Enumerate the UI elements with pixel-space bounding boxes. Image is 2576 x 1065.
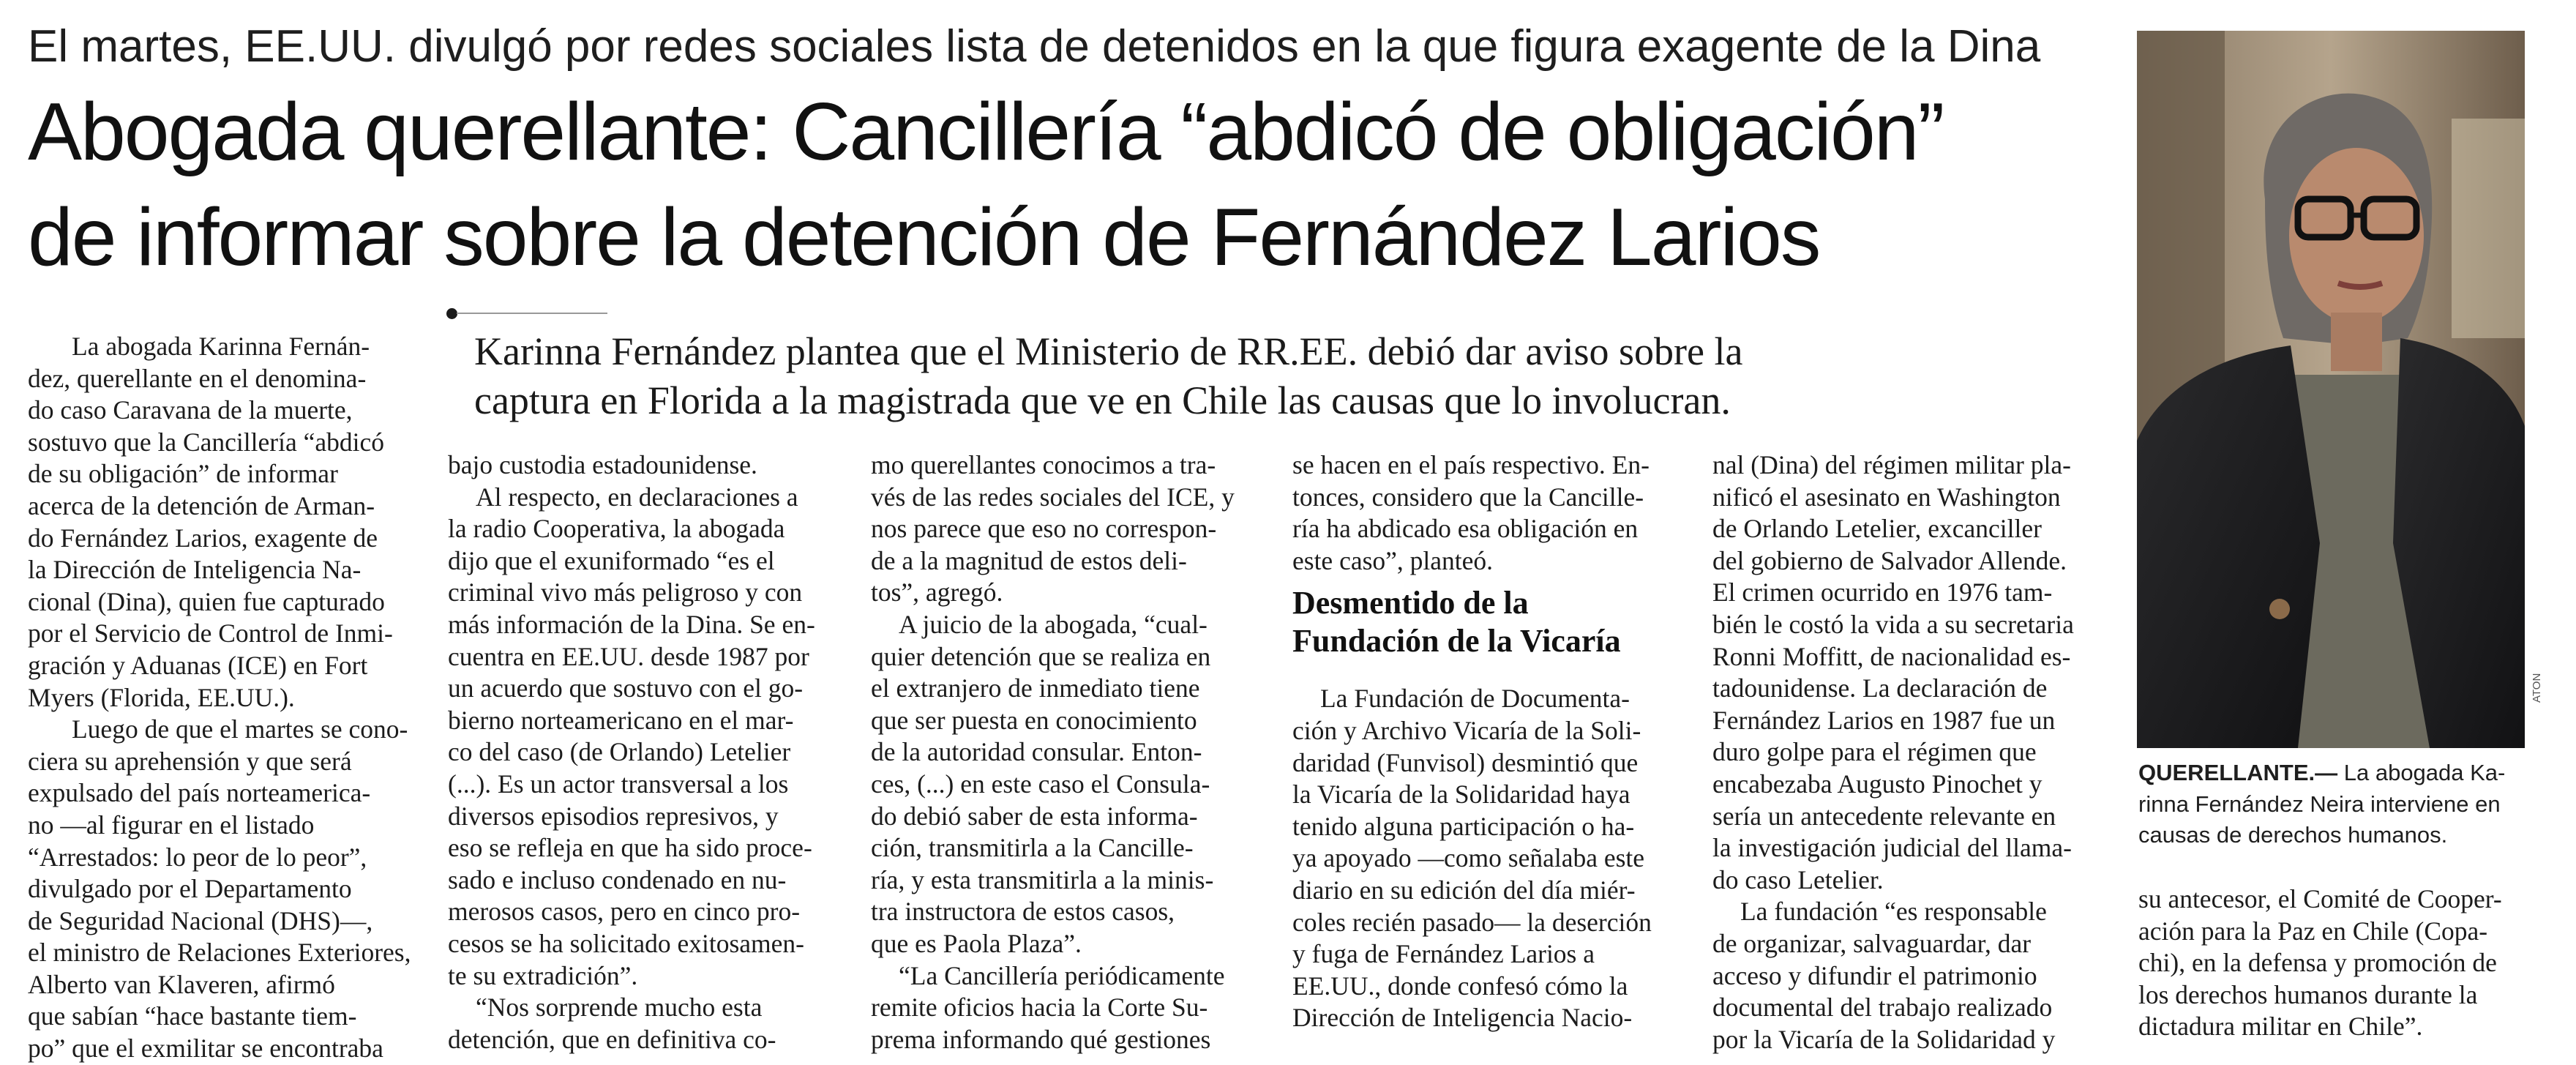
text-line: cesos se ha solicitado exitosamen- [448, 928, 804, 958]
text-line: de a la magnitud de estos deli- [871, 545, 1187, 575]
text-line: expulsado del país norteamerica- [28, 778, 371, 808]
text-line: del gobierno de Salvador Allende. [1712, 545, 2067, 575]
text-line: sado e incluso condenado en nu- [448, 864, 787, 894]
text-line: bajo custodia estadounidense. [448, 450, 757, 479]
text-line: la Dirección de Inteligencia Na- [28, 555, 362, 585]
text-line: ciera su aprehensión y que será [28, 746, 352, 776]
column-4 [1292, 449, 1679, 1034]
text-line: el extranjero de inmediato tiene [871, 673, 1200, 703]
text-line: Al respecto, en declaraciones a [476, 482, 798, 512]
text-line: merosos casos, pero en cinco pro- [448, 897, 801, 927]
photo-credit: ATON [2531, 673, 2543, 703]
caption-line: La abogada Ka- [2337, 760, 2506, 785]
text-line: la investigación judicial del llama- [1712, 833, 2072, 863]
text-line: tenido alguna participación o ha- [1292, 811, 1635, 841]
text-line: Fernández Larios en 1987 fue un [1712, 705, 2056, 735]
text-line: tonces, considero que la Cancille- [1292, 482, 1644, 512]
text-line: Myers (Florida, EE.UU.). [28, 682, 295, 712]
text-line: se hacen en el país respectivo. En- [1292, 450, 1650, 479]
text-line: “La Cancillería periódicamente [899, 960, 1225, 990]
text-line: y fuga de Fernández Larios a [1292, 939, 1595, 969]
text-line: bién le costó la vida a su secretaria [1712, 609, 2074, 639]
text-line: que es Paola Plaza”. [871, 928, 1082, 958]
headline-line: de informar sobre la detención de Fernández Larios [28, 192, 1820, 283]
text-line: coles recién pasado— la deserción [1292, 907, 1652, 937]
column-2 [448, 449, 834, 1055]
text-line: de Orlando Letelier, excanciller [1712, 514, 2042, 544]
text-line: tra instructora de estos casos, [871, 897, 1175, 927]
text-line: de organizar, salvaguardar, dar [1712, 928, 2032, 958]
text-line: un acuerdo que sostuvo con el go- [448, 673, 804, 703]
text-line: la Vicaría de la Solidaridad haya [1292, 780, 1630, 810]
text-line: nificó el asesinato en Washington [1712, 482, 2061, 512]
text-line: la radio Cooperativa, la abogada [448, 514, 785, 544]
text-line: ya apoyado —como señalaba este [1292, 843, 1645, 873]
text-line: ría, y esta transmitirla a la minis- [871, 864, 1214, 894]
text-line: que sabían “hace bastante tiem- [28, 1001, 357, 1031]
text-line: divulgado por el Departamento [28, 874, 352, 904]
text-line: acerca de la detención de Arman- [28, 490, 375, 520]
text-line: mo querellantes conocimos a tra- [871, 450, 1216, 479]
text-line: gración y Aduanas (ICE) en Fort [28, 650, 368, 680]
text-line: nos parece que eso no correspon- [871, 514, 1217, 544]
text-line: Luego de que el martes se cono- [72, 714, 408, 744]
text-line: de Seguridad Nacional (DHS)—, [28, 905, 373, 935]
subhead-line: Fundación de la Vicaría [1292, 623, 1621, 659]
text-line: por el Servicio de Control de Inmi- [28, 619, 393, 649]
text-line: La abogada Karinna Fernán- [72, 332, 370, 361]
headline [28, 79, 2135, 290]
text-line: sostuvo que la Cancillería “abdicó [28, 427, 384, 457]
text-line: encabezaba Augusto Pinochet y [1712, 769, 2043, 799]
text-line: cuentra en EE.UU. desde 1987 por [448, 641, 809, 671]
column-5 [1712, 449, 2108, 1055]
text-line: nal (Dina) del régimen militar pla- [1712, 450, 2071, 479]
text-line: acceso y difundir el patrimonio [1712, 960, 2037, 990]
text-line: detención, que en definitiva co- [448, 1024, 776, 1054]
text-line: dictadura militar en Chile”. [2138, 1012, 2423, 1042]
text-line: Ronni Moffitt, de nacionalidad es- [1712, 641, 2071, 671]
column-6 [2138, 883, 2534, 1043]
text-line: La fundación “es responsable [1740, 897, 2047, 927]
text-line: ción, transmitirla a la Cancille- [871, 833, 1194, 863]
text-line: “Nos sorprende mucho esta [476, 993, 763, 1023]
portrait-illustration [2137, 31, 2525, 748]
text-line: A juicio de la abogada, “cual- [899, 609, 1208, 639]
text-line: diario en su edición del día miér- [1292, 875, 1636, 905]
text-line: duro golpe para el régimen que [1712, 737, 2037, 767]
text-line: ción y Archivo Vicaría de la Soli- [1292, 715, 1641, 745]
text-line: diversos episodios represivos, y [448, 801, 779, 831]
text-line: “Arrestados: lo peor de lo peor”, [28, 842, 367, 872]
text-line: los derechos humanos durante la [2138, 979, 2478, 1009]
text-line: que ser puesta en conocimiento [871, 705, 1197, 735]
text-line: chi), en la defensa y promoción de [2138, 948, 2497, 978]
text-line: te su extradición”. [448, 960, 638, 990]
text-line: tos”, agregó. [871, 578, 1003, 608]
deck-line: Karinna Fernández plantea que el Ministerio de RR.EE. debió dar aviso sobre la [474, 329, 1743, 373]
text-line: dijo que el exuniformado “es el [448, 545, 775, 575]
text-line: do caso Caravana de la muerte, [28, 395, 353, 425]
deck-line: captura en Florida a la magistrada que ve en Chile las causas que lo involucran. [474, 378, 1731, 422]
text-line: do caso Letelier. [1712, 864, 1884, 894]
text-line: co del caso (de Orlando) Letelier [448, 737, 791, 767]
text-line: bierno norteamericano en el mar- [448, 705, 794, 735]
section-subhead [1292, 584, 1679, 660]
text-line: ces, (...) en este caso el Consula- [871, 769, 1210, 799]
text-line: por la Vicaría de la Solidaridad y [1712, 1024, 2056, 1054]
column-1 [28, 331, 414, 1065]
subhead-line: Desmentido de la [1292, 585, 1529, 621]
portrait-photo [2137, 31, 2525, 748]
text-line: daridad (Funvisol) desmintió que [1292, 747, 1639, 777]
text-line: documental del trabajo realizado [1712, 993, 2053, 1023]
text-line: de su obligación” de informar [28, 459, 338, 489]
text-line: de la autoridad consular. Enton- [871, 737, 1202, 767]
text-line: este caso”, planteó. [1292, 545, 1494, 575]
text-line: sería un antecedente relevante en [1712, 801, 2056, 831]
text-line: vés de las redes sociales del ICE, y [871, 482, 1235, 512]
text-line: cional (Dina), quien fue capturado [28, 586, 385, 616]
text-line: criminal vivo más peligroso y con [448, 578, 803, 608]
coat-button [2269, 599, 2290, 619]
text-line: La Fundación de Documenta- [1320, 684, 1630, 714]
kicker: El martes, EE.UU. divulgó por redes sociales lista de detenidos en la que figura exagente de la Dina [28, 21, 2041, 72]
text-line: remite oficios hacia la Corte Su- [871, 993, 1208, 1023]
text-line: quier detención que se realiza en [871, 641, 1211, 671]
text-line: (...). Es un actor transversal a los [448, 769, 789, 799]
headline-line: Abogada querellante: Cancillería “abdicó de obligación” [28, 86, 1944, 177]
text-line: do Fernández Larios, exagente de [28, 523, 378, 553]
text-line: dez, querellante en el denomina- [28, 363, 367, 393]
text-line: tadounidense. La declaración de [1712, 673, 2048, 703]
text-line: po” que el exmilitar se encontraba [28, 1034, 383, 1064]
deck-rule-line [457, 313, 607, 314]
text-line: su antecesor, el Comité de Cooper- [2138, 884, 2502, 913]
text-line: EE.UU., donde confesó cómo la [1292, 971, 1628, 1001]
column-3 [871, 449, 1257, 1055]
text-line: el ministro de Relaciones Exteriores, [28, 938, 411, 968]
text-line: ación para la Paz en Chile (Copa- [2138, 916, 2488, 946]
photo-caption [2138, 758, 2534, 851]
text-line: ría ha abdicado esa obligación en [1292, 514, 1639, 544]
caption-line: rinna Fernández Neira interviene en [2138, 791, 2501, 817]
text-line: prema informando qué gestiones [871, 1024, 1211, 1054]
caption-line: causas de derechos humanos. [2138, 822, 2448, 848]
text-line: do debió saber de esta informa- [871, 801, 1198, 831]
caption-label: QUERELLANTE.— [2138, 760, 2338, 785]
text-line: Alberto van Klaveren, afirmó [28, 969, 335, 999]
text-line: El crimen ocurrido en 1976 tam- [1712, 578, 2053, 608]
deck [474, 327, 2113, 425]
text-line: no —al figurar en el listado [28, 810, 315, 840]
text-line: más información de la Dina. Se en- [448, 609, 815, 639]
text-line: Dirección de Inteligencia Nacio- [1292, 1003, 1633, 1033]
deck-rule-dot [446, 308, 457, 319]
text-line: eso se refleja en que ha sido proce- [448, 833, 812, 863]
